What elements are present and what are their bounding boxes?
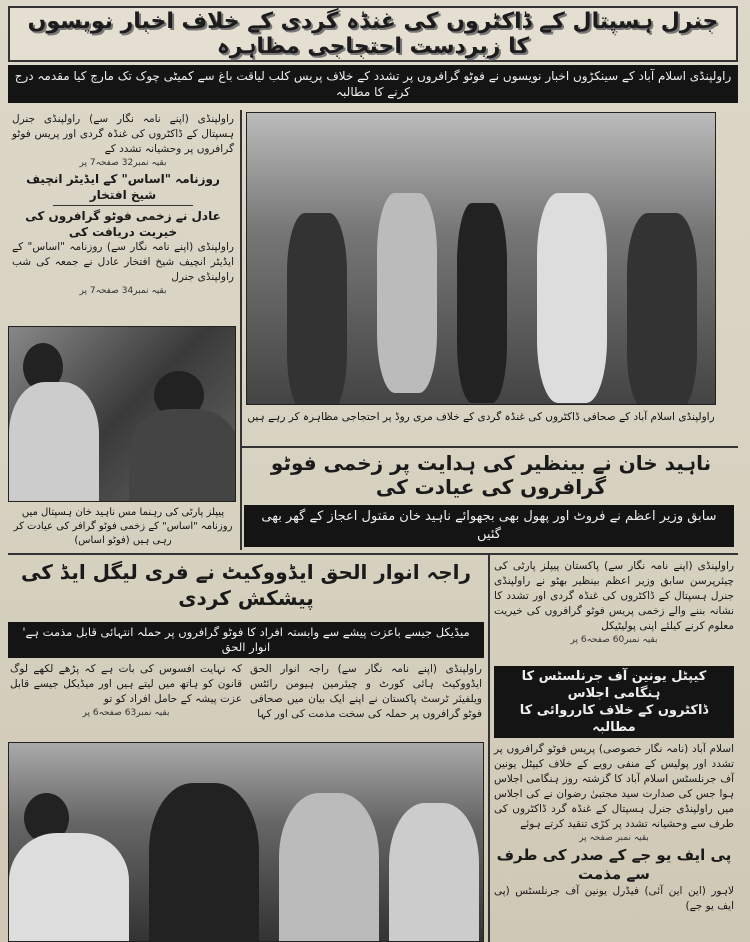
story-body: لاہور (این این آئی) فیڈرل یونین آف جرنلسٹس (پی ایف یو جے)	[494, 885, 734, 912]
story-body: راولپنڈی (اپنے نامہ نگار سے) روزنامہ "اساس" کے ایڈیٹر انچیف شیخ افتخار عادل نے جمعہ کی شب راولپنڈی جنرل	[12, 241, 234, 283]
hospital-visit-photo	[8, 326, 236, 502]
left-photo-caption: پیپلز پارٹی کی رہنما مس ناہید خان ہسپتال میں روزنامہ "اساس" کے زخمی فوٹو گرافر کی عیادت کر رہی ہیں (فوٹو اساس)	[13, 507, 233, 546]
divider	[8, 553, 738, 555]
divider	[242, 446, 738, 448]
continued-note: بقیہ نمبر63 صفحہ6 پر	[82, 708, 170, 718]
story-body: راولپنڈی (اپنے نامہ نگار سے) راولپنڈی جنرل ہسپتال کے ڈاکٹروں کی غنڈہ گردی اور پریس فوٹو گرافروں پر وحشیانہ تشدد کے	[12, 113, 234, 155]
union-headline: کیپٹل یونین آف جرنلسٹس کا ہنگامی اجلاس	[521, 669, 707, 701]
nahid-story-body	[494, 559, 734, 646]
protest-photo	[246, 112, 716, 405]
continued-note: بقیہ نمبر صفحہ پر	[579, 833, 649, 843]
raja-headline: راجہ انوار الحق ایڈووکیٹ نے فری لیگل ایڈ کی پیشکش کردی	[20, 560, 472, 610]
story-body: راولپنڈی (اپنے نامہ نگار سے) پاکستان پیپلز پارٹی کی چیئرپرسن سابق وزیر اعظم بینظیر بھٹو نے راولپنڈی جنرل ہسپتال کے ڈاکٹروں کی غنڈہ گردی اور تشدد کا نشانہ بننے والے زخمی پریس فوٹو گرافروں کی خیریت معلوم کرنے کیلئے اپنی پولیٹیکل	[494, 560, 734, 632]
continued-note: بقیہ نمبر32 صفحہ7 پر	[79, 158, 167, 168]
left-story-1	[12, 112, 234, 297]
union-story-body	[494, 742, 734, 914]
nahid-headline: ناہید خان نے بینظیر کی ہدایت پر زخمی فوٹو گرافروں کی عیادت کی	[270, 451, 712, 499]
union-headline-banner	[494, 666, 734, 738]
raja-subheadline: میڈیکل جیسے باعزت پیشے سے وابستہ افراد کا فوٹو گرافروں پر حملہ انتہائی قابل مذمت ہے' انوار الحق	[22, 625, 470, 654]
raja-col2	[10, 662, 242, 719]
main-headline-box	[8, 6, 738, 62]
story-body: اسلام آباد (نامہ نگار خصوصی) پریس فوٹو گرافروں پر تشدد اور پولیس کے منفی رویے کے خلاف کیپٹل یونین آف جرنلسٹس اسلام آباد کا گزشتہ روز ہنگامی اجلاس ہوا جس کی صدارت سید مجتبیٰ رضوان نے کی اجلاس میں راولپنڈی جنرل ہسپتال کے غنڈہ گرد ڈاکٹروں کی طرف سے وحشیانہ تشدد پر کڑی تنقید کرتے ہوئے	[494, 743, 734, 830]
bottom-photo	[8, 742, 484, 942]
nahid-subheadline-banner	[244, 505, 734, 547]
continued-note: بقیہ نمبر34 صفحہ7 پر	[79, 286, 167, 296]
main-subheadline: راولپنڈی اسلام آباد کے سینکڑوں اخبار نویسوں نے فوٹو گرافروں پر تشدد کے خلاف پریس کلب لیاقت باغ سے کمیٹی چوک تک مارچ کیا مقدمہ درج کرنے کا مطالبہ	[14, 69, 732, 99]
main-headline: جنرل ہسپتال کے ڈاکٹروں کی غنڈہ گردی کے خلاف اخبار نویسوں کا زبردست احتجاجی مظاہرہ	[27, 9, 719, 59]
story-headline: روزنامہ "اساس" کے ایڈیٹر انچیف شیخ افتخار	[26, 172, 220, 202]
raja-subheadline-banner	[8, 622, 484, 658]
story-headline: عادل نے زخمی فوٹو گرافروں کی خیریت دریافت کی	[25, 209, 221, 239]
center-photo-caption: راولپنڈی اسلام آباد کے صحافی ڈاکٹروں کی غنڈہ گردی کے خلاف مری روڈ پر احتجاجی مظاہرہ کر رہے ہیں	[247, 411, 715, 423]
main-subheadline-banner	[8, 65, 738, 103]
story-body: کہ نہایت افسوس کی بات ہے کہ پڑھے لکھے لوگ قانون کو ہاتھ میں لیتے ہیں اور میڈیکل جیسے قابل عزت پیشہ کے حامل افراد کو تو	[10, 663, 242, 705]
raja-body-col1: راولپنڈی (اپنے نامہ نگار سے) راجہ انوار الحق ایڈووکیٹ ہائی کورٹ و چیئرمین ہیومن رائٹس ویلفیئر ٹرسٹ پاکستان نے اپنے ایک بیان میں صحافی فوٹو گرافروں پر حملہ کی سخت مذمت کی اور کہا	[250, 663, 482, 720]
union-headline: ڈاکٹروں کے خلاف کارروائی کا مطالبہ	[519, 703, 709, 735]
nahid-subheadline: سابق وزیر اعظم نے فروٹ اور پھول بھی بجھوائے ناہید خان مقتول اعجاز کے گھر بھی گئیں	[261, 509, 717, 542]
column-divider	[488, 555, 490, 942]
continued-note: بقیہ نمبر60 صفحہ6 پر	[570, 635, 658, 645]
column-divider	[240, 110, 242, 550]
pfuj-headline: پی ایف یو جے کے صدر کی طرف سے مذمت	[496, 846, 732, 883]
